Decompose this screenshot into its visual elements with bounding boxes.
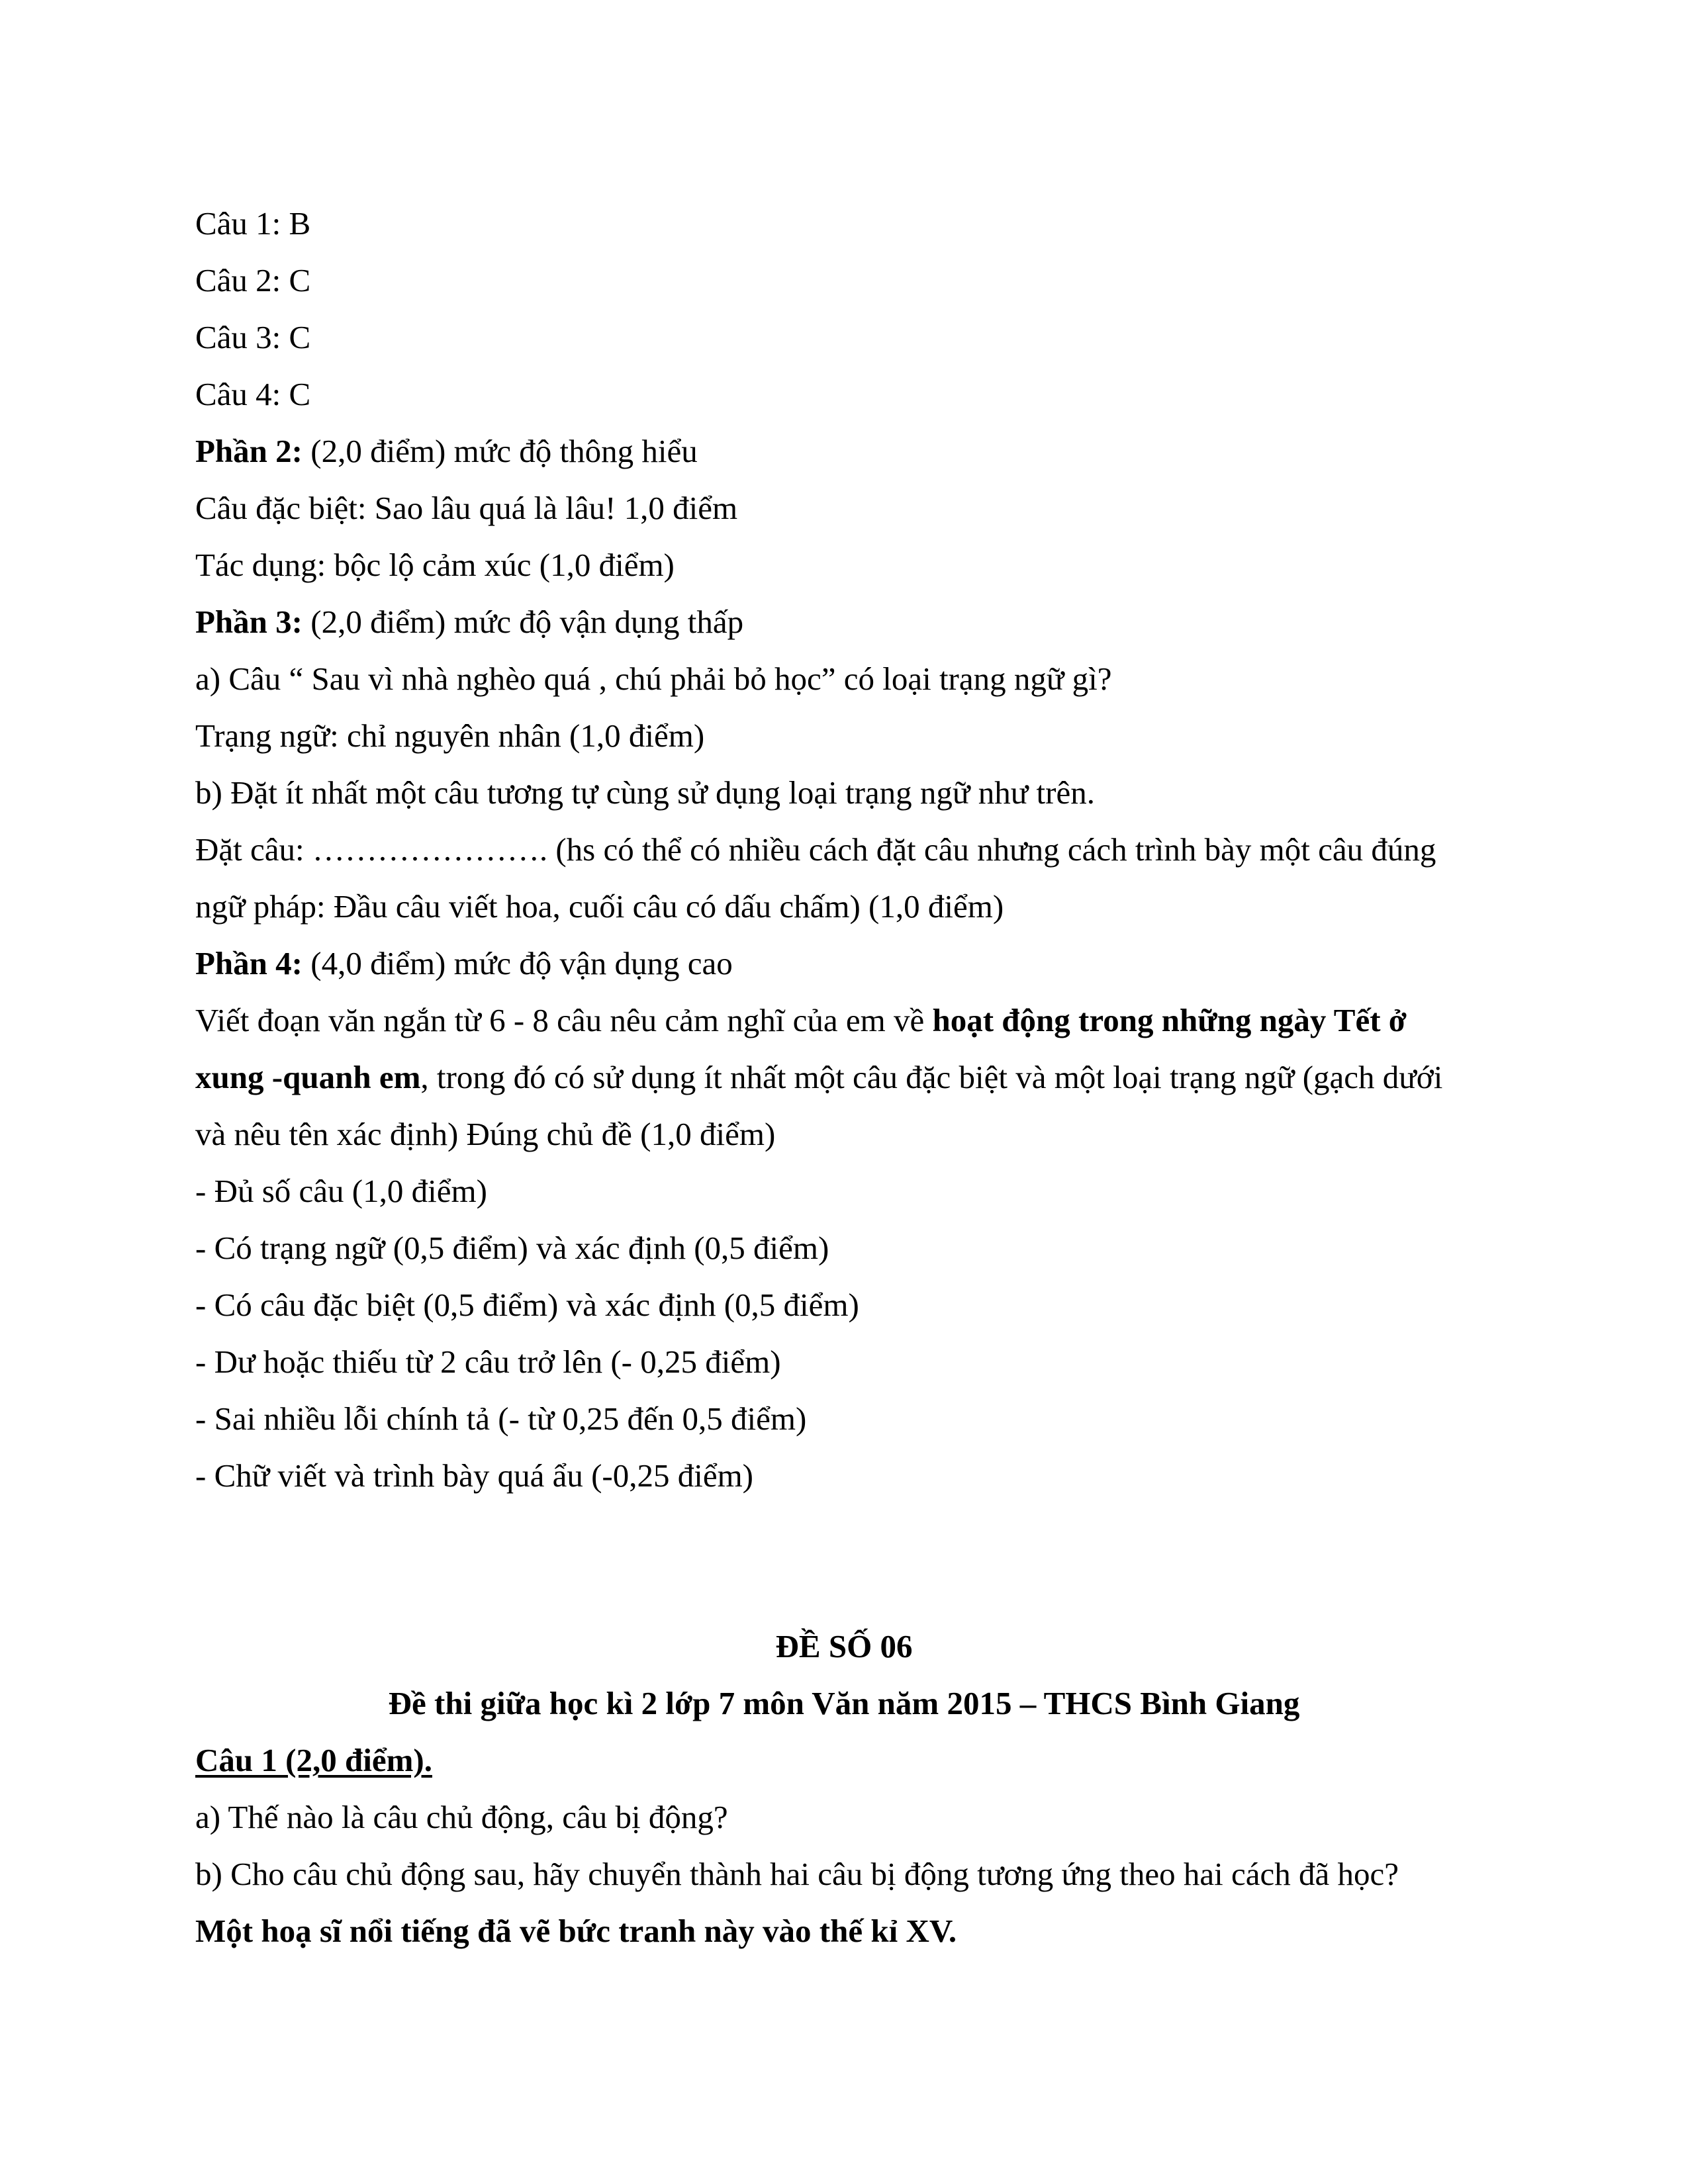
part2-label: Phần 2: — [195, 433, 303, 469]
question-1-heading — [195, 1732, 1493, 1789]
criteria-item: - Có trạng ngữ (0,5 điểm) và xác định (0,5 điểm) — [195, 1230, 829, 1266]
criteria-item: - Có câu đặc biệt (0,5 điểm) và xác định (0,5 điểm) — [195, 1287, 859, 1323]
part2-heading — [195, 423, 1493, 480]
part3-answer-b-cont: ngữ pháp: Đầu câu viết hoa, cuối câu có dấu chấm) (1,0 điểm) — [195, 888, 1004, 925]
part2-line: Tác dụng: bộc lộ cảm xúc (1,0 điểm) — [195, 547, 675, 583]
answer-line: Câu 2: C — [195, 262, 311, 298]
part4-intro-rest: , trong đó có sử dụng ít nhất một câu đặc biệt và một loại trạng ngữ (gạch dưới — [420, 1059, 1443, 1095]
part4-intro-line — [195, 992, 1493, 1049]
criteria-item: - Sai nhiều lỗi chính tả (- từ 0,25 đến 0,5 điểm) — [195, 1400, 807, 1437]
document-content — [195, 195, 1493, 1960]
part4-topic-bold-cont: xung -quanh em — [195, 1059, 421, 1095]
part4-intro-line — [195, 1049, 1493, 1106]
criteria-item: - Chữ viết và trình bày quá ẩu (-0,25 điểm) — [195, 1457, 754, 1494]
part2-text: (2,0 điểm) mức độ thông hiểu — [303, 433, 698, 469]
part3-question-a: a) Câu “ Sau vì nhà nghèo quá , chú phải bỏ học” có loại trạng ngữ gì? — [195, 660, 1112, 697]
criteria-item: - Dư hoặc thiếu từ 2 câu trở lên (- 0,25 điểm) — [195, 1343, 781, 1380]
exam-number: ĐỀ SỐ 06 — [775, 1628, 913, 1664]
criteria-item: - Đủ số câu (1,0 điểm) — [195, 1173, 487, 1209]
part4-text: (4,0 điểm) mức độ vận dụng cao — [303, 945, 733, 981]
question-1-sentence: Một hoạ sĩ nổi tiếng đã vẽ bức tranh này vào thế kỉ XV. — [195, 1913, 957, 1949]
part4-label: Phần 4: — [195, 945, 303, 981]
answer-line: Câu 3: C — [195, 319, 311, 355]
question-1b: b) Cho câu chủ động sau, hãy chuyển thành hai câu bị động tương ứng theo hai cách đã học? — [195, 1856, 1399, 1892]
answer-line: Câu 1: B — [195, 205, 311, 242]
answer-line: Câu 4: C — [195, 376, 311, 412]
question-1a: a) Thế nào là câu chủ động, câu bị động? — [195, 1799, 728, 1835]
part3-answer-b: Đặt câu: …………………. (hs có thể có nhiều cách đặt câu nhưng cách trình bày một câu đúng — [195, 831, 1436, 868]
question-1-label: Câu 1 (2,0 điểm). — [195, 1742, 432, 1778]
part3-answer-a: Trạng ngữ: chỉ nguyên nhân (1,0 điểm) — [195, 717, 705, 754]
part4-intro-start: Viết đoạn văn ngắn từ 6 - 8 câu nêu cảm nghĩ của em về — [195, 1002, 933, 1038]
part3-text: (2,0 điểm) mức độ vận dụng thấp — [303, 604, 744, 640]
part3-heading — [195, 594, 1493, 651]
exam-title: Đề thi giữa học kì 2 lớp 7 môn Văn năm 2015 – THCS Bình Giang — [388, 1685, 1300, 1721]
part4-intro-line: và nêu tên xác định) Đúng chủ đề (1,0 điểm) — [195, 1116, 776, 1152]
part3-label: Phần 3: — [195, 604, 303, 640]
part4-heading — [195, 935, 1493, 992]
part3-question-b: b) Đặt ít nhất một câu tương tự cùng sử dụng loại trạng ngữ như trên. — [195, 774, 1095, 811]
part4-topic-bold: hoạt động trong những ngày Tết ở — [932, 1002, 1407, 1038]
part2-line: Câu đặc biệt: Sao lâu quá là lâu! 1,0 điểm — [195, 490, 738, 526]
section-spacer — [195, 1504, 1493, 1618]
